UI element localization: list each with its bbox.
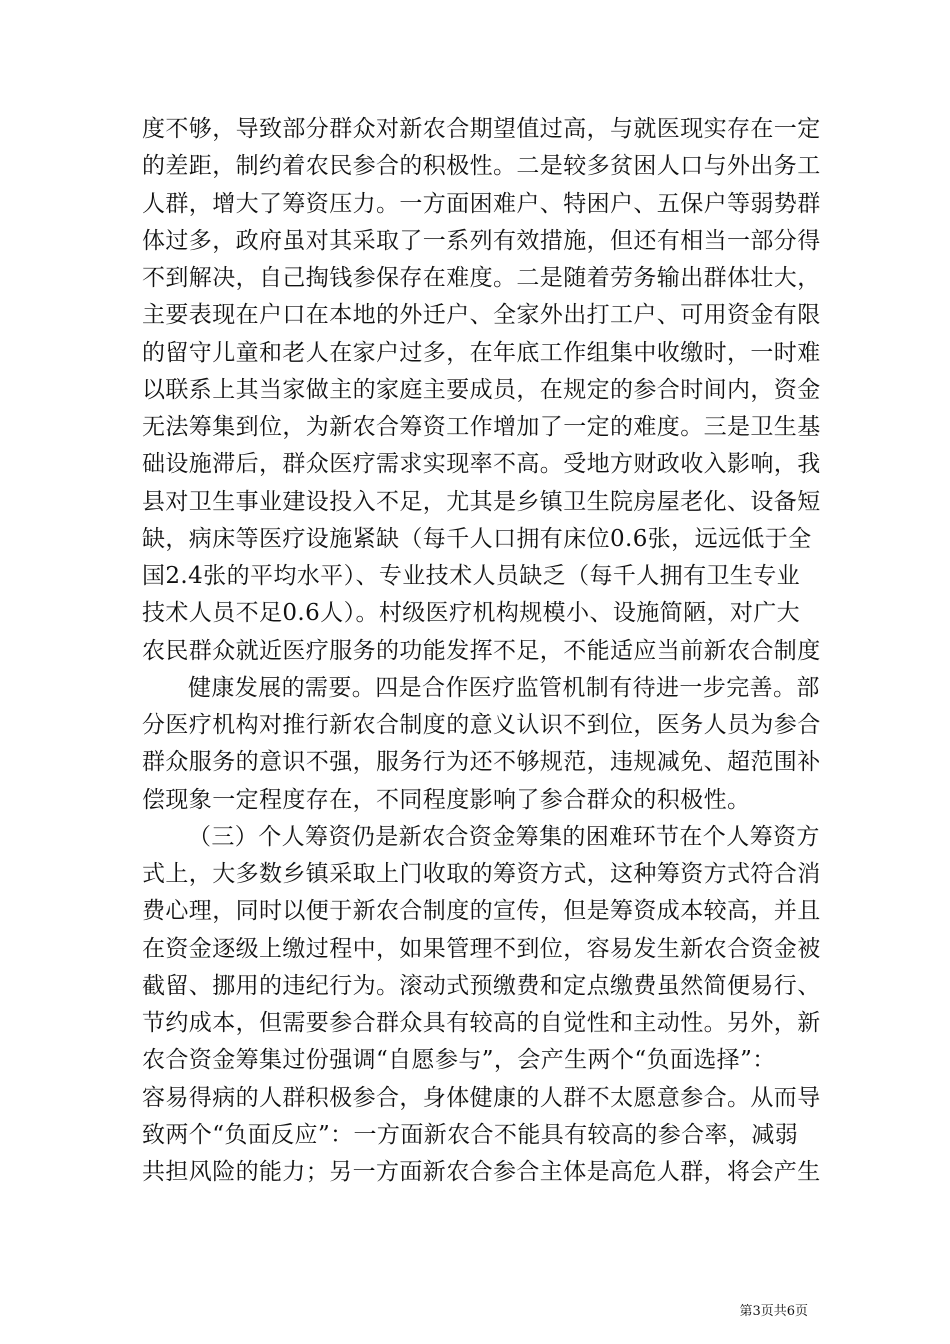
text-line: 国2.4张的平均水平）、专业技术人员缺乏（每千人拥有卫生专业	[142, 563, 801, 589]
text-line: 截留、挪用的违纪行为。滚动式预缴费和定点缴费虽然简便易行、	[142, 973, 821, 999]
text-line: 群众服务的意识不强，服务行为还不够规范，违规减免、超范围补	[142, 749, 821, 775]
text-line: 不到解决，自己掏钱参保存在难度。二是随着劳务输出群体壮大，	[142, 265, 821, 291]
text-line: 主要表现在户口在本地的外迁户、全家外出打工户、可用资金有限	[142, 302, 821, 328]
text-line: 分医疗机构对推行新农合制度的意义认识不到位，医务人员为参合	[142, 712, 821, 738]
text-line: 节约成本，但需要参合群众具有较高的自觉性和主动性。另外，新	[142, 1010, 821, 1036]
text-line: 缺，病床等医疗设施紧缺（每千人口拥有床位0.6张，远远低于全	[142, 526, 812, 552]
text-line: 偿现象一定程度存在，不同程度影响了参合群众的积极性。	[142, 787, 751, 813]
text-line: 农合资金筹集过份强调“自愿参与”，会产生两个“负面选择”：	[142, 1047, 776, 1073]
text-line-indented: 健康发展的需要。四是合作医疗监管机制有待进一步完善。部	[188, 675, 820, 701]
text-line: 无法筹集到位，为新农合筹资工作增加了一定的难度。三是卫生基	[142, 414, 821, 440]
text-line: 致两个“负面反应”：一方面新农合不能具有较高的参合率，减弱	[142, 1122, 799, 1148]
text-line: 体过多，政府虽对其采取了一系列有效措施，但还有相当一部分得	[142, 228, 821, 254]
text-line: 人群，增大了筹资压力。一方面困难户、特困户、五保户等弱势群	[142, 191, 821, 217]
text-line-indented: （三）个人筹资仍是新农合资金筹集的困难环节在个人筹资方	[188, 824, 820, 850]
text-line: 县对卫生事业建设投入不足，尤其是乡镇卫生院房屋老化、设备短	[142, 489, 821, 515]
text-line: 技术人员不足0.6人）。村级医疗机构规模小、设施简陋，对广大	[142, 600, 801, 626]
text-line: 在资金逐级上缴过程中，如果管理不到位，容易发生新农合资金被	[142, 936, 821, 962]
page-number-footer: 第3页共6页	[739, 1304, 808, 1319]
text-line: 容易得病的人群积极参合，身体健康的人群不太愿意参合。从而导	[142, 1085, 821, 1111]
text-line: 的留守儿童和老人在家户过多，在年底工作组集中收缴时，一时难	[142, 340, 821, 366]
text-line: 的差距，制约着农民参合的积极性。二是较多贫困人口与外出务工	[142, 153, 821, 179]
text-line: 度不够，导致部分群众对新农合期望值过高，与就医现实存在一定	[142, 116, 821, 142]
text-line: 共担风险的能力；另一方面新农合参合主体是高危人群，将会产生	[142, 1159, 821, 1185]
text-line: 础设施滞后，群众医疗需求实现率不高。受地方财政收入影响，我	[142, 451, 821, 477]
text-line: 费心理，同时以便于新农合制度的宣传，但是筹资成本较高，并且	[142, 898, 821, 924]
text-line: 式上，大多数乡镇采取上门收取的筹资方式，这种筹资方式符合消	[142, 861, 821, 887]
text-line: 农民群众就近医疗服务的功能发挥不足，不能适应当前新农合制度	[142, 638, 821, 664]
text-line: 以联系上其当家做主的家庭主要成员，在规定的参合时间内，资金	[142, 377, 821, 403]
